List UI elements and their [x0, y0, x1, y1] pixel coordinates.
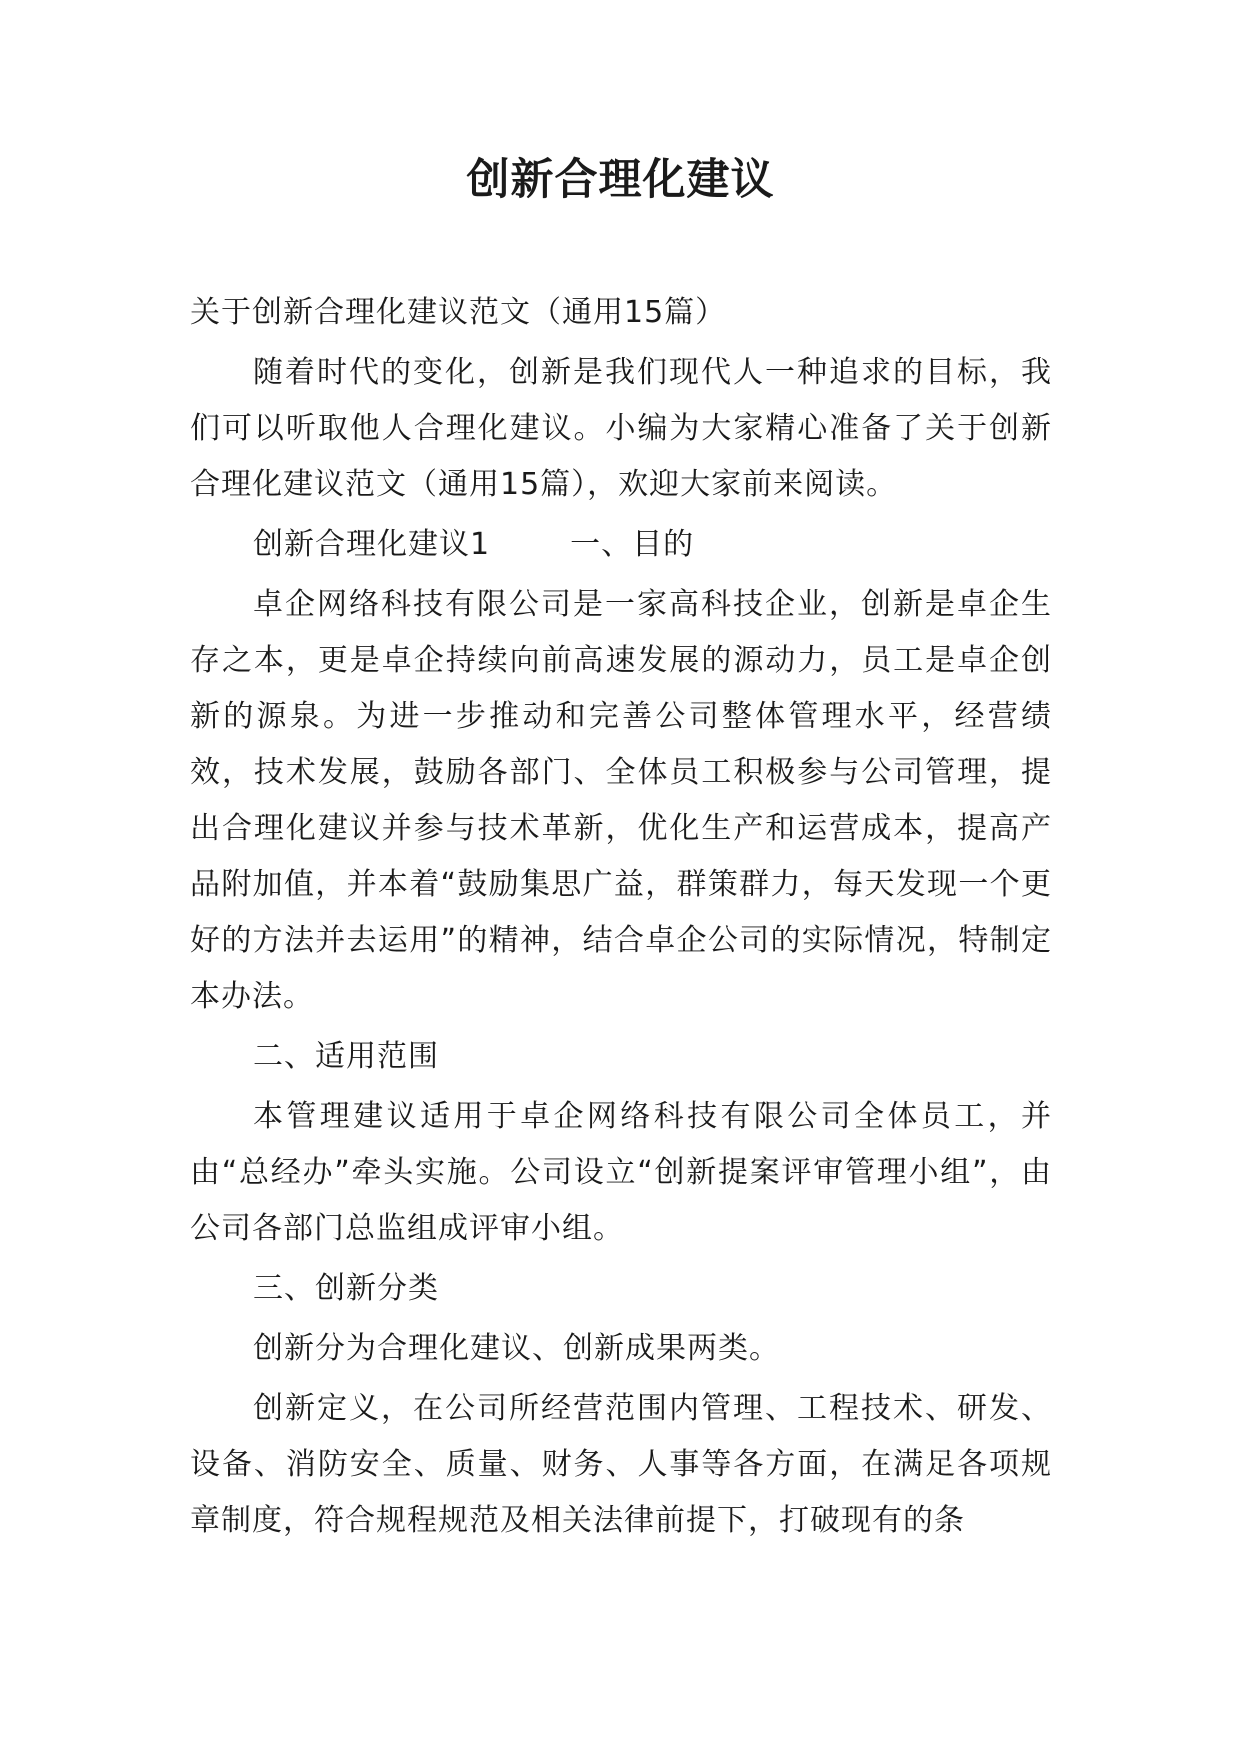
purpose-paragraph: 卓企网络科技有限公司是一家高科技企业，创新是卓企生存之本，更是卓企持续向前高速发展的源动力，员工是卓企创新的源泉。为进一步推动和完善公司整体管理水平，经营绩效，技术发展，鼓励各部门、全体员工积极参与公司管理，提出合理化建议并参与技术革新，优化生产和运营成本，提高产品附加值，并本着“鼓励集思广益，群策群力，每天发现一个更好的方法并去运用”的精神，结合卓企公司的实际情况，特制定本办法。: [190, 587, 1052, 1014]
scope-paragraph: 本管理建议适用于卓企网络科技有限公司全体员工，并由“总经办”牵头实施。公司设立“创新提案评审管理小组”，由公司各部门总监组成评审小组。: [190, 1099, 1052, 1246]
section-heading-category: 三、创新分类: [253, 1271, 439, 1306]
article-number-heading: 创新合理化建议1: [253, 527, 491, 562]
definition-paragraph: 创新定义，在公司所经营范围内管理、工程技术、研发、设备、消防安全、质量、财务、人事等各方面，在满足各项规章制度，符合规程规范及相关法律前提下，打破现有的条: [190, 1391, 1052, 1538]
section-heading-scope: 二、适用范围: [253, 1039, 439, 1074]
intro-heading: 关于创新合理化建议范文（通用15篇）: [190, 295, 727, 330]
category-paragraph: 创新分为合理化建议、创新成果两类。: [253, 1331, 780, 1366]
section-heading-line: [190, 517, 1052, 573]
intro-paragraph: 随着时代的变化，创新是我们现代人一种追求的目标，我们可以听取他人合理化建议。小编为大家精心准备了关于创新合理化建议范文（通用15篇），欢迎大家前来阅读。: [190, 355, 1052, 502]
document-body: [190, 285, 1052, 1553]
section-heading-purpose: 一、目的: [570, 527, 695, 562]
document-title: 创新合理化建议: [466, 155, 775, 205]
